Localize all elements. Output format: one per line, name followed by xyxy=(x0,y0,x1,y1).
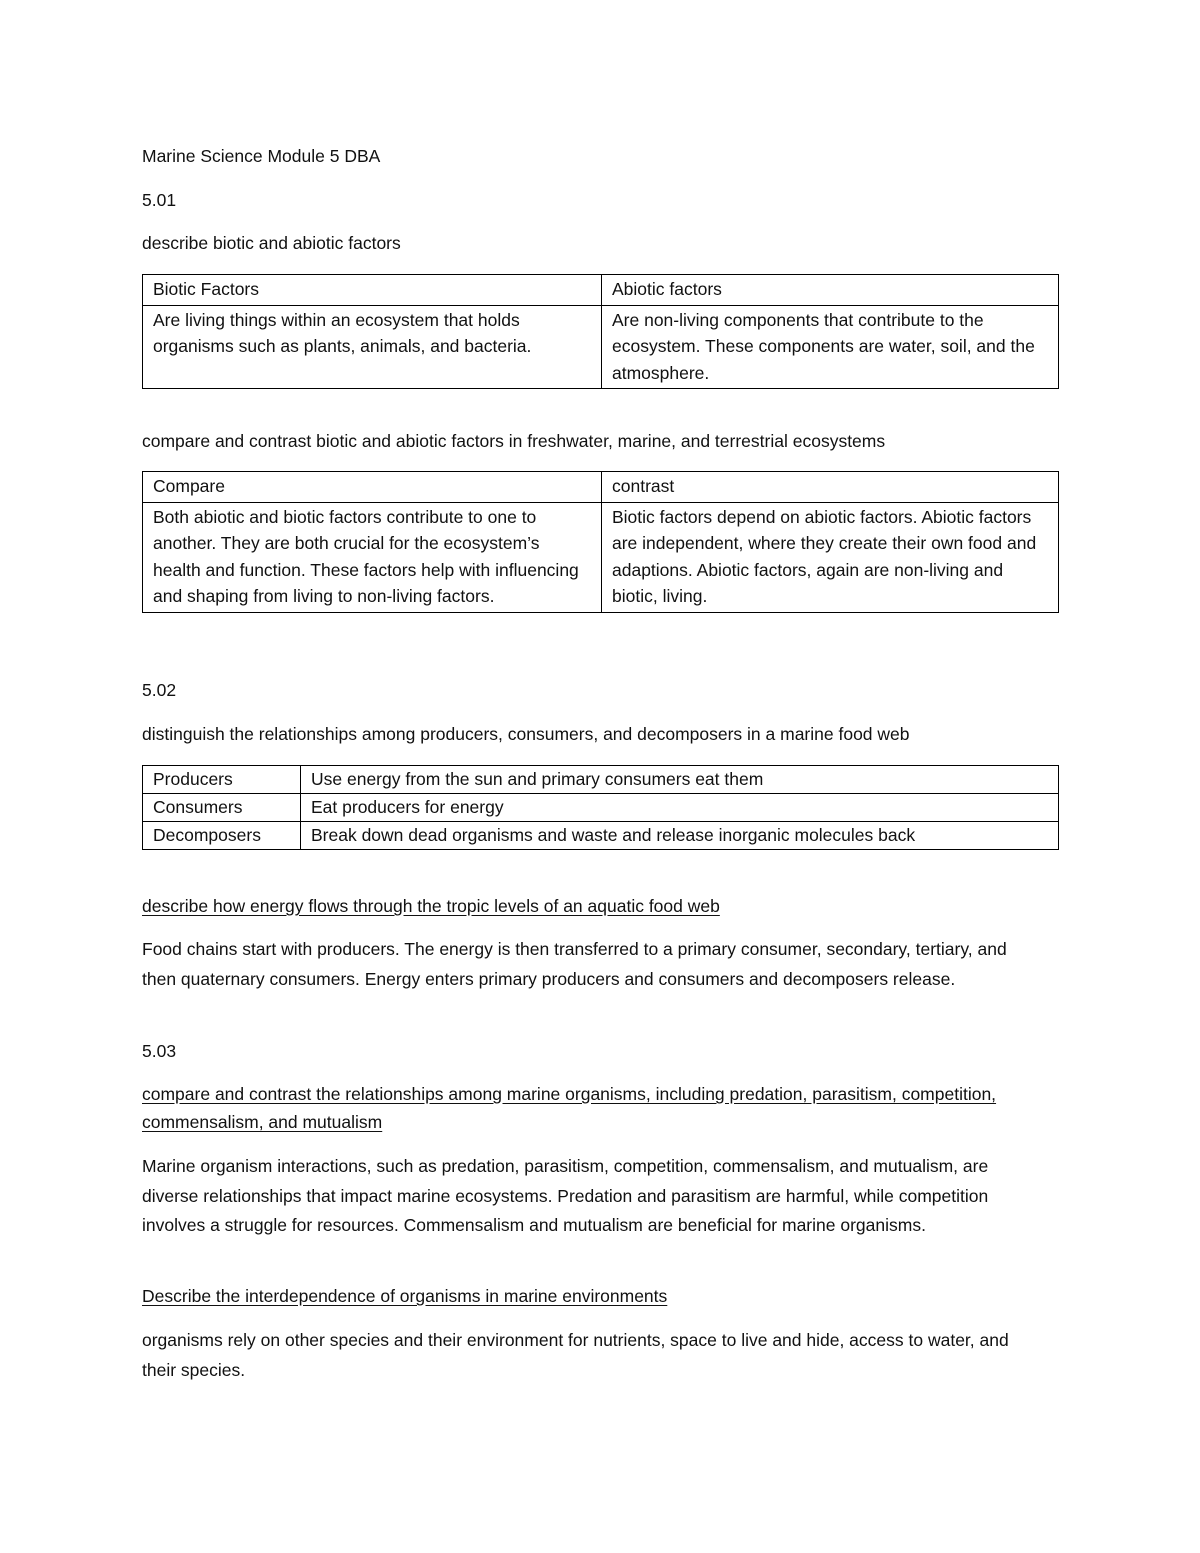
biotic-abiotic-table xyxy=(142,274,1059,389)
prompt-marine-relationships: compare and contrast the relationships among marine organisms, including predation, parasitism, competition, commensalism, and mutualism xyxy=(142,1084,997,1132)
table-cell: Both abiotic and biotic factors contribute to one to another. They are both crucial for the ecosystem’s health and function. These factors help with influencing and shaping from living to non-living factors. xyxy=(143,502,602,612)
table-cell: Biotic factors depend on abiotic factors. Abiotic factors are independent, where they create their own food and adaptions. Abiotic factors, again are non-living and biotic, living. xyxy=(602,502,1059,612)
table-row xyxy=(143,502,1059,612)
answer-marine-relationships: Marine organism interactions, such as predation, parasitism, competition, commensalism, and mutualism, are diverse relationships that impact marine ecosystems. Predation and parasitism are harmful, while competition involves a struggle for resources. Commensalism and mutualism are beneficial for marine organisms. xyxy=(142,1156,989,1235)
table-row xyxy=(143,472,1059,503)
table-row xyxy=(143,275,1059,306)
role-definition: Eat producers for energy xyxy=(301,794,1059,822)
section-number-5-02: 5.02 xyxy=(142,680,177,700)
table-header-cell: contrast xyxy=(602,472,1059,503)
prompt-compare-contrast: compare and contrast biotic and abiotic factors in freshwater, marine, and terrestrial ecosystems xyxy=(142,431,886,451)
section-number-5-01: 5.01 xyxy=(142,190,177,210)
role-definition: Use energy from the sun and primary consumers eat them xyxy=(301,766,1059,794)
compare-contrast-table xyxy=(142,471,1059,613)
role-term: Decomposers xyxy=(143,822,301,850)
answer-interdependence: organisms rely on other species and their environment for nutrients, space to live and hide, access to water, and their species. xyxy=(142,1330,1009,1380)
table-header-cell: Biotic Factors xyxy=(143,275,602,306)
table-row xyxy=(143,794,1059,822)
prompt-food-web-relationships: distinguish the relationships among producers, consumers, and decomposers in a marine food web xyxy=(142,724,910,744)
role-term: Producers xyxy=(143,766,301,794)
food-web-roles-table xyxy=(142,765,1059,850)
answer-energy-flow: Food chains start with producers. The energy is then transferred to a primary consumer, secondary, tertiary, and then quaternary consumers. Energy enters primary producers and consumers and decomposers release. xyxy=(142,939,1007,989)
prompt-interdependence: Describe the interdependence of organisms in marine environments xyxy=(142,1286,668,1306)
role-term: Consumers xyxy=(143,794,301,822)
table-row xyxy=(143,305,1059,389)
document-title: Marine Science Module 5 DBA xyxy=(142,146,381,166)
table-cell: Are living things within an ecosystem that holds organisms such as plants, animals, and bacteria. xyxy=(143,305,602,389)
table-row xyxy=(143,822,1059,850)
table-header-cell: Compare xyxy=(143,472,602,503)
role-definition: Break down dead organisms and waste and release inorganic molecules back xyxy=(301,822,1059,850)
table-cell: Are non-living components that contribute to the ecosystem. These components are water, soil, and the atmosphere. xyxy=(602,305,1059,389)
table-header-cell: Abiotic factors xyxy=(602,275,1059,306)
table-row xyxy=(143,766,1059,794)
prompt-biotic-abiotic: describe biotic and abiotic factors xyxy=(142,233,401,253)
section-number-5-03: 5.03 xyxy=(142,1041,177,1061)
prompt-energy-flow: describe how energy flows through the tropic levels of an aquatic food web xyxy=(142,896,720,916)
